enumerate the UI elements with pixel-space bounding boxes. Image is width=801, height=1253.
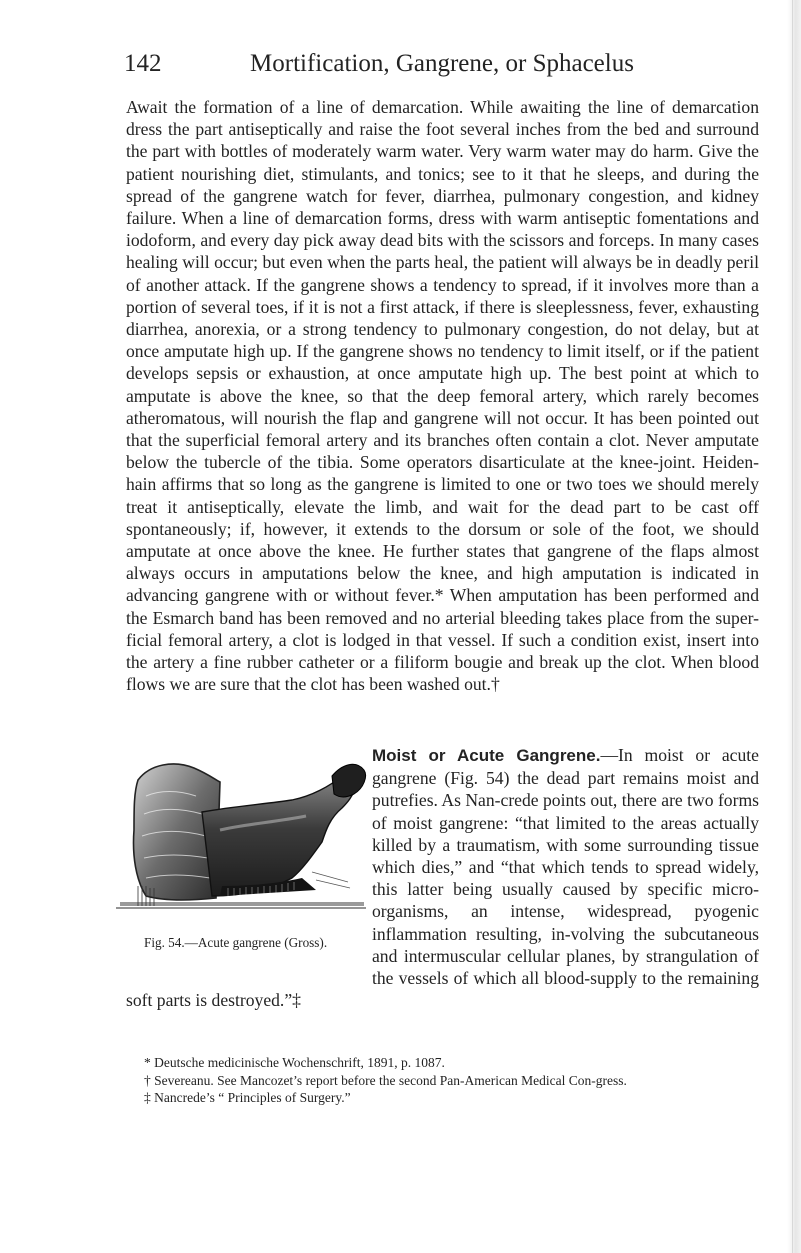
figure-caption: Fig. 54.—Acute gangrene (Gross). <box>144 935 328 950</box>
main-paragraph-block <box>126 96 759 695</box>
page-edge-shadow <box>787 0 801 1253</box>
footnote-2: † Severeanu. See Mancozet’s report before the second Pan-American Medical Con-gress. <box>144 1072 627 1088</box>
running-title: Mortification, Gangrene, or Sphacelus <box>250 50 634 77</box>
footnote-3: ‡ Nancrede’s “ Principles of Surgery.” <box>144 1090 351 1106</box>
figure-acute-gangrene <box>126 746 362 968</box>
page-header <box>124 47 760 81</box>
footnotes <box>126 1054 759 1107</box>
footnote-1: * Deutsche medicinische Wochenschrift, 1891, p. 1087. <box>144 1055 445 1070</box>
page-number: 142 <box>124 50 162 77</box>
moist-gangrene-section <box>126 744 759 1011</box>
page-edge-line <box>792 0 793 1253</box>
section-text: —In moist or acute gangrene (Fig. 54) the dead part remains moist and putrefies. As Nan-crede points out, there are two forms of moist gangrene: “that limited to the areas actually killed by a traumatism, with some surrounding tissue which dies,” and “that which tends to spread widely, this latter being usually caused by specific micro-organisms, an intense, widespread, pyogenic inflammation resulting, in-volving the subcutaneous and intermuscular cellular planes, by strangulation of the vessels of which all blood-supply to the remaining soft parts is destroyed.”‡ <box>126 745 759 1011</box>
main-paragraph: Await the formation of a line of demarcation. While awaiting the line of demarcation dress the part antiseptically and raise the foot several inches from the bed and surround the part with bottles of moderately warm water. Very warm water may do harm. Give the patient nourishing diet, stimulants, and tonics; see to it that he sleeps, and during the spread of the gangrene watch for fever, diarrhea, pulmonary congestion, and kidney failure. When a line of demarcation forms, dress with warm antiseptic fomentations and iodoform, and every day pick away dead bits with the scissors and forceps. In many cases healing will occur; but even when the parts heal, the patient will always be in deadly peril of another attack. If the gangrene shows a tendency to spread, if it involves more than a portion of several toes, if it is not a first attack, if there is sleeplessness, fever, exhausting diarrhea, anorexia, or a strong tendency to pulmonary congestion, do not delay, but at once amputate high up. If the gangrene shows no tendency to limit itself, or if the patient develops sepsis or exhaustion, at once amputate high up. The best point at which to amputate is above the knee, so that the deep femoral artery, which rarely becomes atheromatous, will nourish the flap and gangrene will not occur. It has been pointed out that the superficial femoral artery and its branches often contain a clot. Never amputate below the tubercle of the tibia. Some operators disarticulate at the knee-joint. Heiden-hain affirms that so long as the gangrene is limited to one or two toes we should merely treat it antiseptically, elevate the limb, and wait for the dead part to be cast off spontaneously; if, however, it extends to the dorsum or sole of the foot, we should amputate at once above the knee. He further states that gangrene of the flaps almost always occurs in amputations below the knee, and high amputation is indicated in advancing gangrene with or without fever.* When amputation has been performed and the Esmarch band has been removed and no arterial bleeding takes place from the super-ficial femoral artery, a clot is lodged in that vessel. If such a condition exist, insert into the artery a fine rubber catheter or a filiform bougie and break up the clot. When blood flows we are sure that the clot has been washed out.† <box>126 97 759 695</box>
section-heading: Moist or Acute Gangrene. <box>372 746 601 765</box>
gangrenous-leg-illustration <box>116 746 368 930</box>
